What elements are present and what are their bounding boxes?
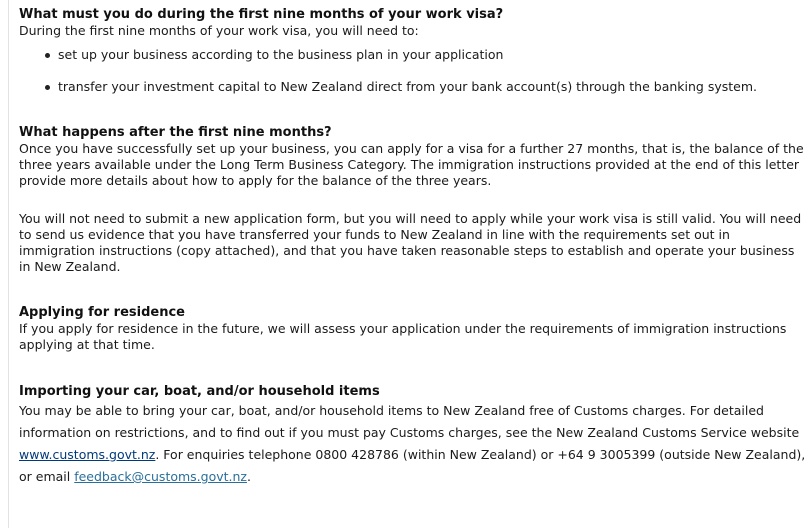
paragraph: If you apply for residence in the future, we will assess your application under the requirements of immigration instructions applying at that time. (19, 321, 787, 352)
paragraph (19, 400, 809, 488)
left-border (8, 0, 9, 528)
text: You may be able to bring your car, boat, and/or household items to New Zealand free of Customs charges. For detailed information on restrictions, and to find out if you must pay Customs charges, see the New Zealand Customs Service website (19, 403, 800, 440)
section-heading-residence: Applying for residence (19, 305, 185, 320)
customs-website-link[interactable]: www.customs.govt.nz (19, 447, 156, 462)
paragraph: Once you have successfully set up your business, you can apply for a visa for a further 27 months, that is, the balance of the three years available under the Long Term Business Category. The immigration instructions provided at the end of this letter provide more details about how to apply for the balance of the three years. (19, 141, 804, 188)
section-heading-importing: Importing your car, boat, and/or household items (19, 384, 380, 399)
letter-content (19, 7, 809, 488)
list-item: transfer your investment capital to New Zealand direct from your bank account(s) through the banking system. (43, 79, 809, 95)
section-intro: During the first nine months of your work visa, you will need to: (19, 23, 419, 38)
list-item: set up your business according to the business plan in your application (43, 47, 809, 63)
customs-email-link[interactable]: feedback@customs.govt.nz (74, 469, 247, 484)
section-heading-first-nine-months: What must you do during the first nine months of your work visa? (19, 7, 504, 22)
requirements-list (19, 47, 809, 95)
text: . (247, 469, 251, 484)
section-heading-after-nine-months: What happens after the first nine months? (19, 125, 332, 140)
paragraph: You will not need to submit a new application form, but you will need to apply while your work visa is still valid. You will need to send us evidence that you have transferred your funds to New Zealand in line with the requirements set out in immigration instructions (copy attached), and that you have taken reasonable steps to establish and operate your business in New Zealand. (19, 211, 802, 274)
text: . For enquiries telephone 0800 428786 (within New Zealand) or +64 9 3005399 (outside New Zealand), or email (19, 447, 806, 484)
